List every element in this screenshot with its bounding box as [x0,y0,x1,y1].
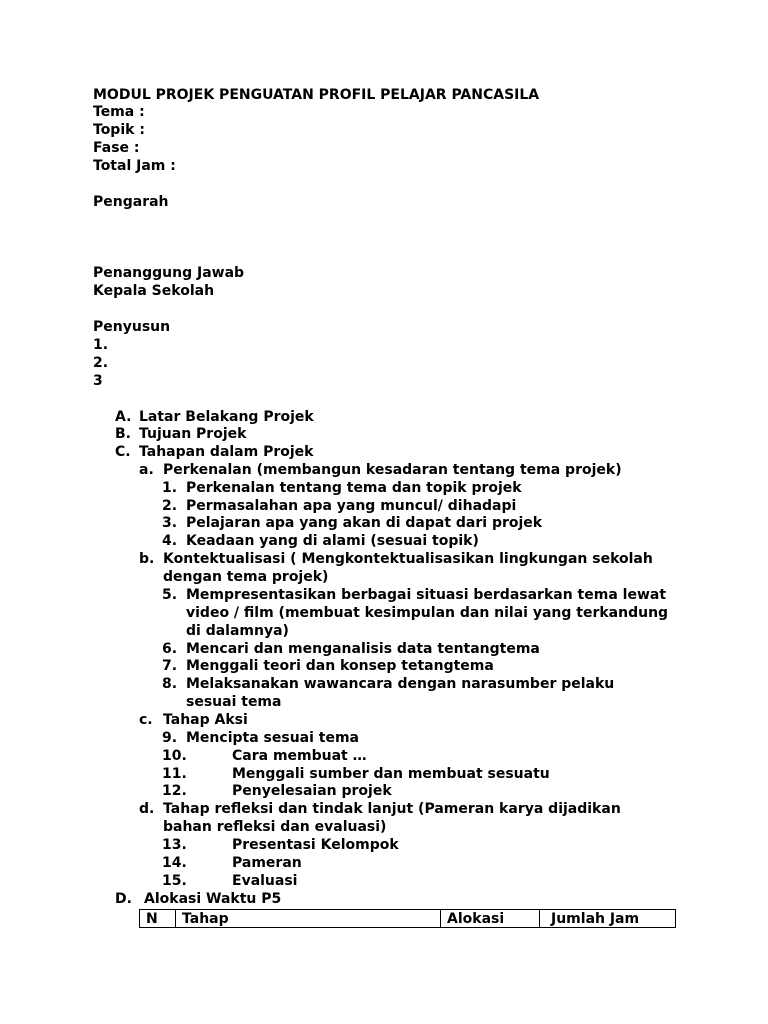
list-number: 4. [162,533,178,549]
list-number: 13. [162,837,187,853]
list-item-text: Mempresentasikan berbagai situasi berdasarkan tema lewat [186,587,667,603]
list-marker: d. [139,801,155,817]
list-item [162,729,359,747]
list-marker: a. [139,462,154,478]
list-item-text: Presentasi Kelompok [232,837,399,853]
total-jam-label: Total Jam : [93,158,176,174]
document-title: MODUL PROJEK PENGUATAN PROFIL PELAJAR PANCASILA [93,87,540,103]
list-number: 3. [162,515,178,531]
list-item-text: Mencipta sesuai tema [186,730,359,746]
list-item-text-continued: video / film (membuat kesimpulan dan nilai yang terkandung [186,605,669,621]
subsection-d [139,800,621,818]
list-item [162,675,614,693]
section-c-text: Tahapan dalam Projek [139,444,314,460]
table-header-cell: Alokasi [441,910,540,928]
list-number: 10. [162,748,187,764]
list-item-text: Menggali teori dan konsep tetangtema [186,658,494,674]
subsection-c-text: Tahap Aksi [163,712,248,728]
fase-label: Fase : [93,140,140,156]
section-b [115,425,246,443]
list-item [162,782,392,800]
section-c [115,443,313,461]
list-marker: B. [115,426,131,442]
list-item-text: Keadaan yang di alami (sesuai topik) [186,533,479,549]
section-b-text: Tujuan Projek [139,426,247,442]
list-item-text: Menggali sumber dan membuat sesuatu [232,766,550,782]
list-item [162,514,542,532]
section-d [115,890,281,908]
list-item-text: Perkenalan tentang tema dan topik projek [186,480,522,496]
list-item [162,497,516,515]
list-item [162,854,302,872]
list-item-text: Pameran [232,855,302,871]
subsection-d-text-continued: bahan refleksi dan evaluasi) [163,819,387,835]
list-item-text-continued: di dalamnya) [186,623,289,639]
pengarah-heading: Pengarah [93,194,169,210]
list-number: 8. [162,676,178,692]
list-item [162,479,522,497]
penanggung-jawab-name: Kepala Sekolah [93,283,215,299]
list-marker: A. [115,409,132,425]
list-marker: b. [139,551,155,567]
list-number: 7. [162,658,178,674]
list-item-text: Penyelesaian projek [232,783,392,799]
list-item-text: Pelajaran apa yang akan di dapat dari projek [186,515,543,531]
list-item [162,765,550,783]
table-header-cell: N [140,910,176,928]
penyusun-item: 2. [93,355,109,371]
list-item-text: Melaksanakan wawancara dengan narasumber pelaku [186,676,615,692]
list-number: 11. [162,766,187,782]
table-header-row [140,910,676,928]
table-header-cell: Tahap [176,910,441,928]
list-number: 14. [162,855,187,871]
penyusun-heading: Penyusun [93,319,171,335]
list-marker: C. [115,444,131,460]
list-item-text: Cara membuat … [232,748,367,764]
section-a-text: Latar Belakang Projek [139,409,314,425]
subsection-a [139,461,622,479]
penyusun-item: 1. [93,337,109,353]
list-marker: c. [139,712,153,728]
list-item-text-continued: sesuai tema [186,694,282,710]
list-number: 12. [162,783,187,799]
list-number: 2. [162,498,178,514]
subsection-c [139,711,248,729]
table-header-cell: Jumlah Jam [540,910,676,928]
list-number: 1. [162,480,178,496]
list-item [162,657,494,675]
section-d-text: Alokasi Waktu P5 [144,891,282,907]
list-item [162,872,297,890]
penanggung-jawab-heading: Penanggung Jawab [93,265,245,281]
topik-label: Topik : [93,122,145,138]
penyusun-item: 3 [93,373,103,389]
subsection-b-text-continued: dengan tema projek) [163,569,329,585]
section-a [115,408,314,426]
list-marker: D. [115,891,132,907]
list-number: 9. [162,730,178,746]
list-item [162,747,367,765]
list-item [162,586,666,604]
list-item [162,532,479,550]
tema-label: Tema : [93,104,145,120]
list-item-text: Mencari dan menganalisis data tentangtema [186,641,540,657]
subsection-a-text: Perkenalan (membangun kesadaran tentang tema projek) [163,462,622,478]
subsection-b [139,550,653,568]
subsection-d-text: Tahap refleksi dan tindak lanjut (Pameran karya dijadikan [163,801,621,817]
list-item-text: Permasalahan apa yang muncul/ dihadapi [186,498,517,514]
list-number: 6. [162,641,178,657]
list-item [162,640,540,658]
list-number: 15. [162,873,187,889]
list-number: 5. [162,587,178,603]
alokasi-table [139,909,676,928]
subsection-b-text: Kontektualisasi ( Mengkontektualisasikan lingkungan sekolah [163,551,653,567]
list-item [162,836,399,854]
list-item-text: Evaluasi [232,873,298,889]
